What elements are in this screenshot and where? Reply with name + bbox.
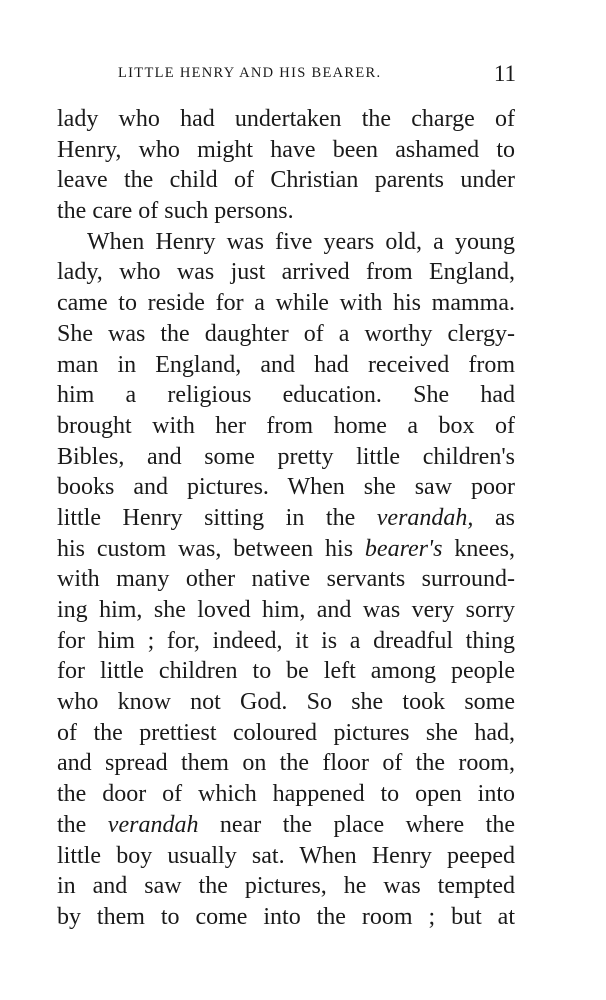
text-line-segment: little Henry sitting in the <box>57 504 377 531</box>
text-line-segment: ing him, she loved him, and was very sorry <box>57 597 515 623</box>
italic-word: verandah <box>107 811 199 838</box>
text-line-segment: knees, <box>442 535 516 562</box>
running-head <box>58 61 516 91</box>
text-line-segment: man in England, and had received from <box>57 351 515 378</box>
text-line <box>57 687 515 718</box>
text-line <box>57 564 515 595</box>
text-line <box>57 779 515 810</box>
text-line <box>57 135 515 166</box>
text-line <box>57 319 515 350</box>
text-line-segment: him a religious education. She had <box>57 382 515 409</box>
text-line-segment: When Henry was five years old, a young <box>87 228 515 255</box>
text-line <box>57 288 515 319</box>
text-line <box>57 534 515 565</box>
running-title: LITTLE HENRY AND HIS BEARER. <box>118 65 382 81</box>
text-line <box>57 626 515 657</box>
text-line-segment: She was the daughter of a worthy clergy- <box>57 320 515 347</box>
text-line <box>57 196 515 227</box>
text-line <box>57 257 515 288</box>
text-line <box>57 902 515 933</box>
text-line-segment: by them to come into the room ; but at <box>57 903 515 930</box>
text-line <box>57 165 515 196</box>
text-line <box>57 350 515 381</box>
text-line-segment: leave the child of Christian parents under <box>57 167 515 194</box>
text-line <box>57 718 515 749</box>
text-line-segment: as <box>473 504 515 531</box>
text-line-segment: Bibles, and some pretty little children's <box>57 443 515 470</box>
text-line <box>57 871 515 902</box>
text-line-segment: with many other native servants surround- <box>57 566 515 593</box>
text-line-segment: the care of such persons. <box>57 198 294 225</box>
text-line <box>57 503 515 534</box>
text-line-segment: brought with her from home a box of <box>57 412 515 439</box>
text-line <box>57 227 515 258</box>
text-line-segment: for him ; for, indeed, it is a dreadful thing <box>57 627 515 654</box>
text-line-segment: his custom was, between his <box>57 535 365 562</box>
italic-word: bearer's <box>364 535 443 562</box>
text-line <box>57 656 515 687</box>
text-line-segment: in and saw the pictures, he was tempted <box>57 873 515 900</box>
text-line <box>57 472 515 503</box>
text-line <box>57 442 515 473</box>
text-line <box>57 411 515 442</box>
page-number: 11 <box>493 61 516 86</box>
text-line-segment: lady who had undertaken the charge of <box>57 106 515 132</box>
text-line-segment: came to reside for a while with his mamma. <box>57 290 515 317</box>
text-line-segment: books and pictures. When she saw poor <box>57 474 515 501</box>
text-line-segment: and spread them on the floor of the room, <box>57 750 515 777</box>
text-line <box>57 810 515 841</box>
text-line-segment: of the prettiest coloured pictures she had, <box>57 719 515 746</box>
body-text <box>57 104 515 933</box>
text-line-segment: who know not God. So she took some <box>57 689 515 716</box>
text-line-segment: Henry, who might have been ashamed to <box>57 136 515 163</box>
text-line-segment: for little children to be left among people <box>57 658 515 685</box>
italic-word: verandah, <box>376 504 474 531</box>
text-line <box>57 595 515 626</box>
text-line-segment: the <box>57 811 108 838</box>
text-line <box>57 104 515 135</box>
text-line-segment: near the place where the <box>198 811 515 838</box>
text-line-segment: little boy usually sat. When Henry peeped <box>57 842 515 869</box>
text-line <box>57 380 515 411</box>
text-line <box>57 748 515 779</box>
text-line <box>57 841 515 872</box>
text-line-segment: the door of which happened to open into <box>57 781 515 808</box>
text-line-segment: lady, who was just arrived from England, <box>57 259 515 286</box>
